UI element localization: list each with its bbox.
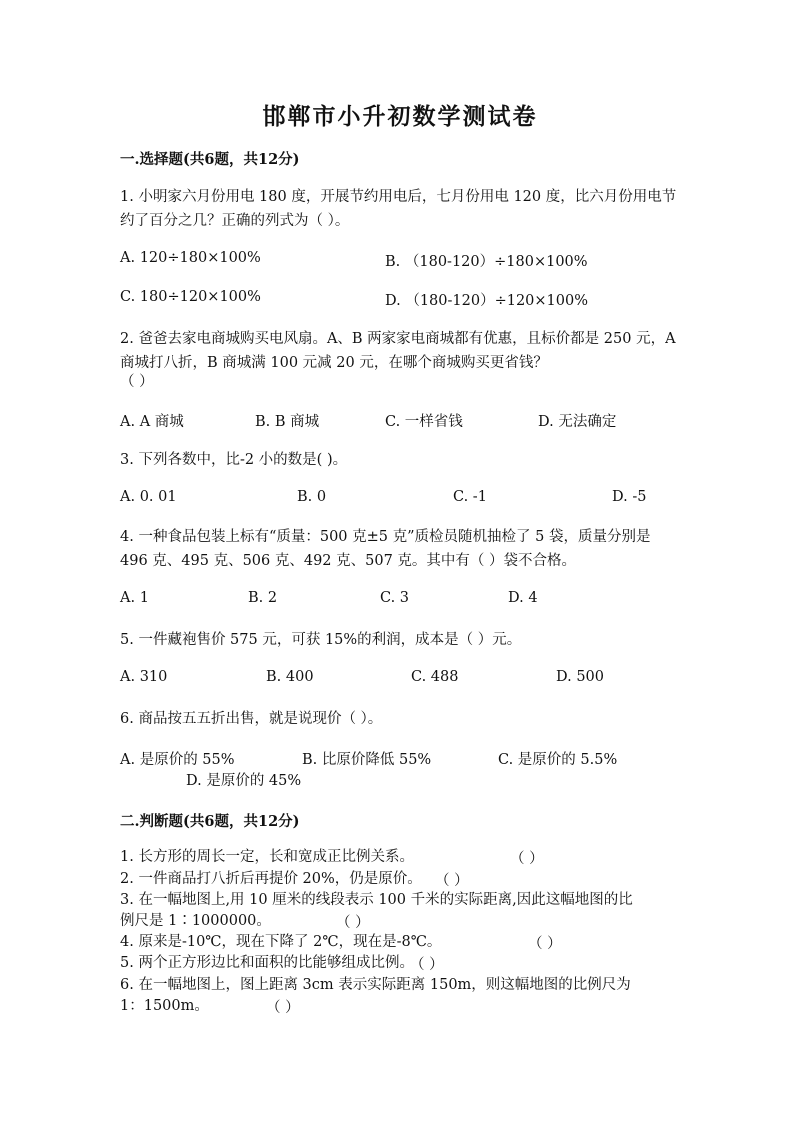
- judgment-item-2: 2. 一件商品打八折后再提价 20%，仍是原价。: [120, 871, 422, 887]
- judgment-blank-3[interactable]: （ ）: [336, 915, 370, 931]
- judgment-item-6-line-1: 6. 在一幅地图上，图上距离 3cm 表示实际距离 150m，则这幅地图的比例尺为: [120, 977, 631, 993]
- q1-option-c[interactable]: C. 180÷120×100%: [120, 289, 261, 305]
- q6-option-c[interactable]: C. 是原价的 5.5%: [498, 752, 618, 768]
- q4-option-d[interactable]: D. 4: [508, 590, 538, 606]
- q6-option-a[interactable]: A. 是原价的 55%: [120, 752, 235, 768]
- judgment-blank-6[interactable]: （ ）: [266, 1000, 300, 1016]
- question-1: 1. 小明家六月份用电 180 度，开展节约用电后，七月份用电 120 度，比六月份用电节约了百分之几？正确的列式为（ ）。: [120, 189, 677, 229]
- judgment-blank-1[interactable]: （ ）: [510, 851, 544, 867]
- q2-option-a[interactable]: A. A 商城: [120, 414, 184, 430]
- question-5: 5. 一件藏袍售价 575 元，可获 15%的利润，成本是（ ）元。: [120, 632, 522, 648]
- q4-option-c[interactable]: C. 3: [380, 590, 410, 606]
- q1-option-a[interactable]: A. 120÷180×100%: [120, 250, 261, 266]
- q2-option-c[interactable]: C. 一样省钱: [385, 414, 463, 430]
- judgment-item-3-line-2: 例尺是 1∶1000000。: [120, 913, 271, 929]
- section-heading-judgment: 二.判断题(共6题，共12分): [120, 813, 300, 830]
- judgment-blank-2[interactable]: （ ）: [435, 873, 469, 889]
- q6-option-d[interactable]: D. 是原价的 45%: [186, 773, 302, 789]
- q1-option-d[interactable]: D. （180-120）÷120×100%: [385, 293, 589, 309]
- q5-option-a[interactable]: A. 310: [120, 669, 168, 685]
- judgment-item-6-line-2: 1：1500m。: [120, 998, 209, 1014]
- judgment-item-3-line-1: 3. 在一幅地图上,用 10 厘米的线段表示 100 千米的实际距离,因此这幅地图的比: [120, 892, 633, 908]
- q3-option-b[interactable]: B. 0: [297, 489, 327, 505]
- question-4: 4. 一种食品包装上标有“质量：500 克±5 克”质检员随机抽检了 5 袋，质量分别是 496 克、495 克、506 克、492 克、507 克。其中有（ ）袋不合格。: [120, 529, 651, 569]
- q6-option-b[interactable]: B. 比原价降低 55%: [302, 752, 432, 768]
- q3-option-d[interactable]: D. -5: [612, 489, 647, 505]
- judgment-item-1: 1. 长方形的周长一定，长和宽成正比例关系。: [120, 849, 414, 865]
- question-2: 2. 爸爸去家电商城购买电风扇。A、B 两家家电商城都有优惠，且标价都是 250 元，A 商城打八折，B 商城满 100 元减 20 元，在哪个商城购买更省钱？: [120, 331, 676, 371]
- judgment-item-5: 5. 两个正方形边比和面积的比能够组成比例。: [120, 955, 414, 971]
- page-title: 邯郸市小升初数学测试卷: [262, 103, 538, 130]
- judgment-blank-5[interactable]: （ ）: [410, 957, 444, 973]
- q4-option-a[interactable]: A. 1: [120, 590, 149, 606]
- q1-option-b[interactable]: B. （180-120）÷180×100%: [385, 254, 588, 270]
- q2-option-b[interactable]: B. B 商城: [255, 414, 320, 430]
- judgment-item-4: 4. 原来是-10℃，现在下降了 2℃，现在是-8℃。: [120, 934, 442, 950]
- question-6: 6. 商品按五五折出售，就是说现价（ ）。: [120, 711, 383, 727]
- question-3: 3. 下列各数中，比-2 小的数是( )。: [120, 452, 348, 468]
- q2-answer-blank: （ ）: [120, 374, 154, 390]
- q3-option-c[interactable]: C. -1: [453, 489, 487, 505]
- q4-option-b[interactable]: B. 2: [248, 590, 278, 606]
- section-heading-choice: 一.选择题(共6题，共12分): [120, 151, 300, 168]
- q5-option-c[interactable]: C. 488: [411, 669, 459, 685]
- judgment-blank-4[interactable]: （ ）: [528, 936, 562, 952]
- q2-option-d[interactable]: D. 无法确定: [538, 414, 617, 430]
- q5-option-d[interactable]: D. 500: [556, 669, 605, 685]
- q5-option-b[interactable]: B. 400: [266, 669, 314, 685]
- q3-option-a[interactable]: A. 0. 01: [120, 489, 177, 505]
